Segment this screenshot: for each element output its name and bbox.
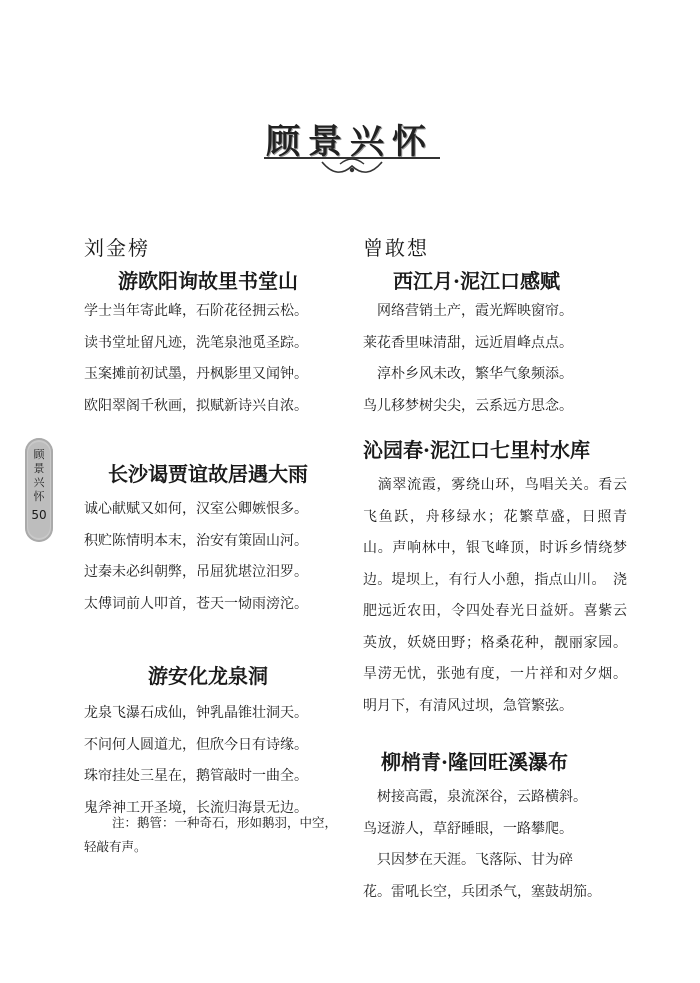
title-ornament [262, 152, 442, 182]
poem-line: 诚心献赋又如何，汉室公卿嫉恨多。 [84, 501, 308, 517]
poem-body [363, 782, 601, 908]
poem-line: 树接高霞，泉流深谷，云路横斜。 [363, 789, 587, 805]
poem-body [84, 494, 308, 620]
poem-title: 游安化龙泉洞 [148, 664, 268, 688]
poem-body [84, 698, 308, 824]
side-tab-char: 顾 [33, 448, 45, 461]
side-tab-char: 怀 [33, 490, 45, 503]
poem-title: 西江月·泥江口感赋 [393, 269, 560, 293]
poem-body [84, 296, 308, 422]
poem-title: 柳梢青·隆回旺溪瀑布 [381, 750, 568, 774]
poem-line: 珠帘挂处三星在，鹅管敲时一曲全。 [84, 768, 308, 784]
poem-title: 游欧阳询故里书堂山 [118, 269, 298, 293]
poem-title: 沁园春·泥江口七里村水库 [363, 438, 590, 462]
poem-line: 龙泉飞瀑石成仙，钟乳晶锥壮洞天。 [84, 705, 308, 721]
poem-line: 莱花香里味清甜，远近眉峰点点。 [363, 334, 573, 351]
poem-body: 滴翠流霞，雾绕山环，鸟唱关关。看云飞鱼跃，舟移绿水；花繁草盛，日照青山。声响林中，银飞峰顶，时诉乡情绕梦边。堤坝上，有行人小憩，指点山川。 浇肥远近农田，令四处春光日益妍。喜紫云英放，妖娆田野；格桑花种，靓丽家园。旱涝无忧，张弛有度，一片祥和对夕烟。明月下，有清风过坝，急管繁弦。 [363, 477, 627, 714]
side-tab-char: 兴 [33, 476, 45, 489]
page-title: 顾景兴怀 [266, 122, 434, 162]
poem-line: 鸟迓游人，草舒睡眼，一路攀爬。 [363, 820, 573, 837]
poem-line: 读书堂址留凡迹，洗笔泉池觅圣踪。 [84, 334, 308, 351]
poem-line: 太傅词前人叩首，苍天一恸雨滂沱。 [84, 595, 308, 612]
poem-line: 积贮陈情明本末，治安有策固山河。 [84, 532, 308, 549]
side-tab-char: 景 [33, 462, 45, 475]
poem-body [363, 296, 573, 422]
poem-line: 学士当年寄此峰，石阶花径拥云松。 [84, 303, 308, 319]
note-line: 注：鹅管：一种奇石，形如鹅羽，中空， [112, 815, 338, 830]
page-number: 50 [31, 508, 47, 522]
poem-line: 淳朴乡风未改，繁华气象频添。 [363, 366, 573, 382]
poem-note [84, 811, 346, 859]
poem-line: 只因梦在天涯。飞落际、甘为碎 [363, 852, 573, 868]
poem-line: 欧阳翠阁千秋画，拟赋新诗兴自浓。 [84, 397, 308, 414]
poem-line: 鬼斧神工开圣境，长流归海景无边。 [84, 799, 308, 816]
page-side-tab [25, 438, 53, 542]
poem-line: 网络营销土产，霞光辉映窗帘。 [363, 303, 573, 319]
poem-line: 花。雷吼长空，兵团杀气，塞鼓胡笳。 [363, 883, 601, 900]
poem-line: 过秦未必纠朝弊，吊屈犹堪泣汨罗。 [84, 564, 308, 580]
author-name: 刘金榜 [84, 236, 150, 260]
note-line: 轻敲有声。 [84, 839, 147, 854]
poem-title: 长沙谒贾谊故居遇大雨 [108, 462, 308, 486]
poem-line: 玉案摊前初试墨，丹枫影里又闻钟。 [84, 366, 308, 382]
poem-line: 不问何人圆道尤，但欣今日有诗缘。 [84, 736, 308, 753]
author-name: 曾敢想 [363, 236, 429, 260]
poem-line: 鸟儿移梦树尖尖，云系远方思念。 [363, 397, 573, 414]
